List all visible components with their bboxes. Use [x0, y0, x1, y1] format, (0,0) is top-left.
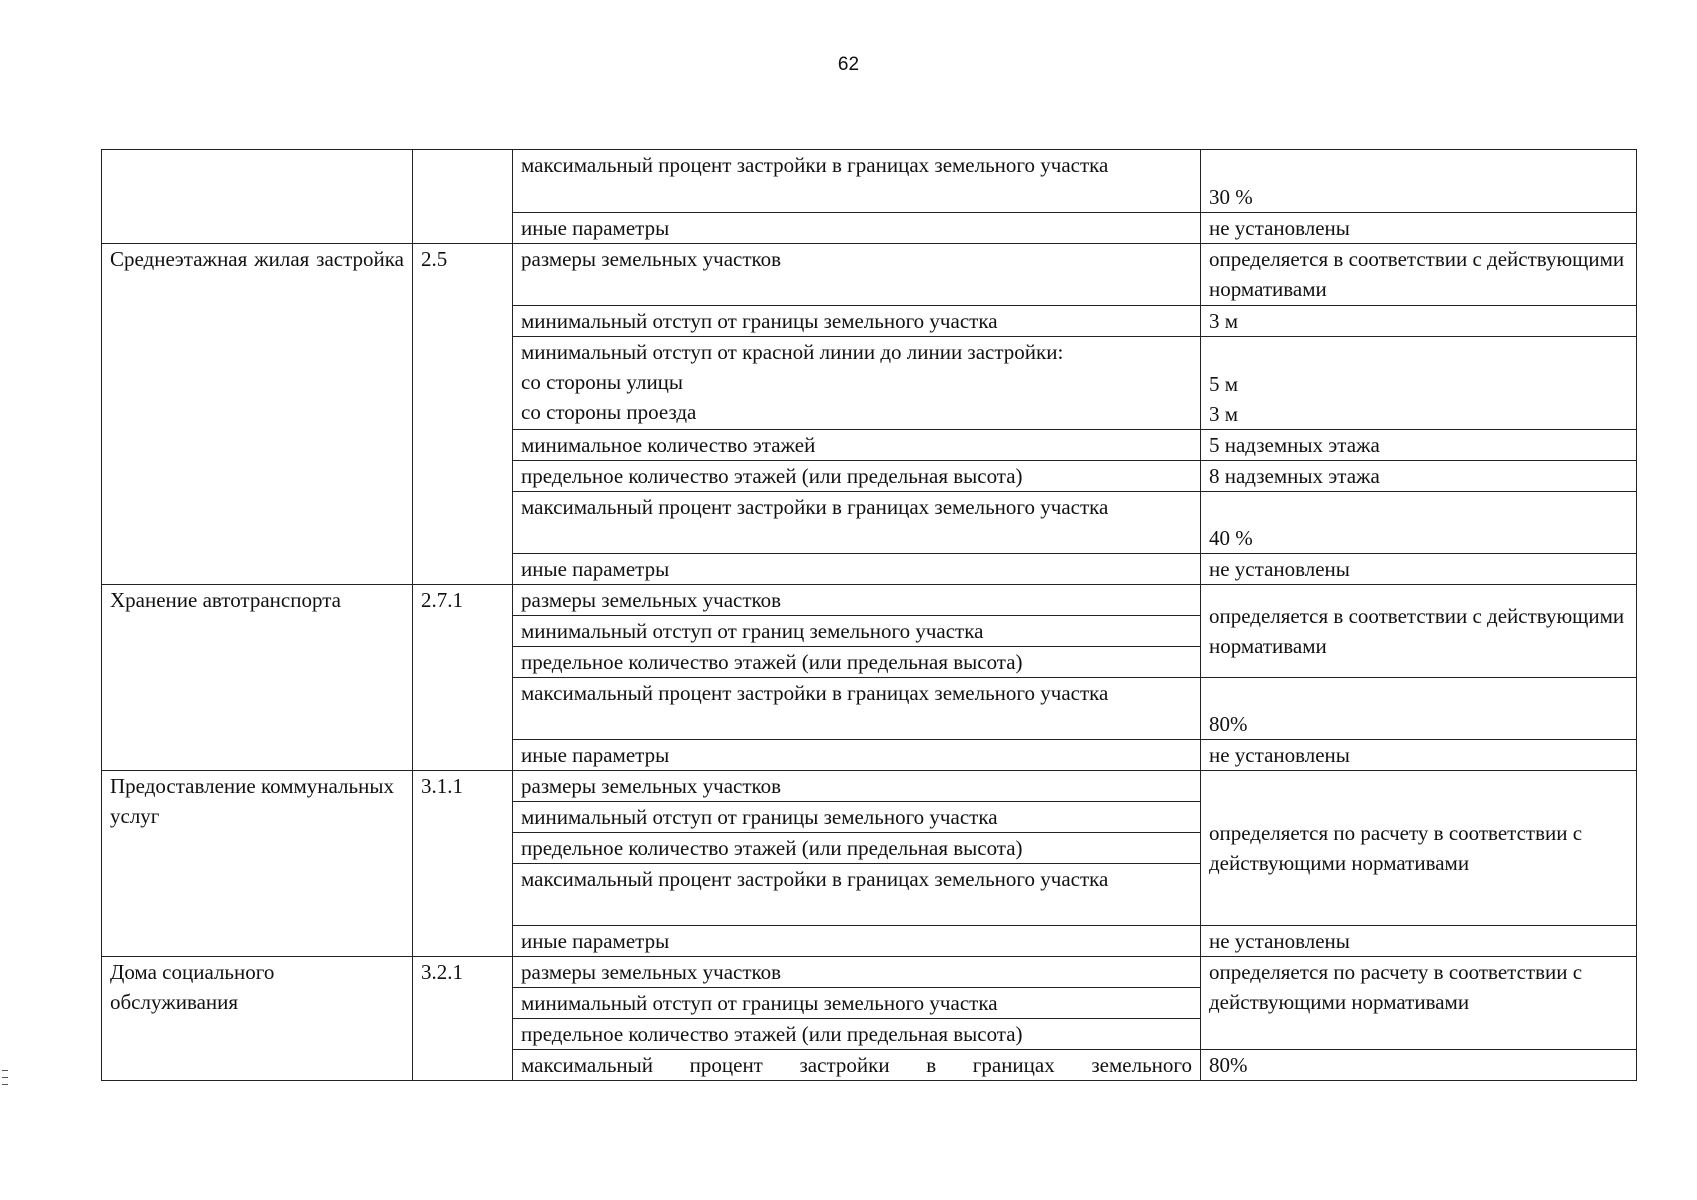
param-cell: максимальный процент застройки в границах земельного участка	[513, 150, 1201, 213]
value-cell-merged: определяется по расчету в соответствии с действующими нормативами	[1201, 771, 1637, 926]
param-cell: иные параметры	[513, 213, 1201, 244]
param-line: минимальный отступ от красной линии до линии застройки:	[521, 340, 1064, 364]
code-cell	[413, 150, 513, 244]
value-cell: не установлены	[1201, 740, 1637, 771]
value-cell: не установлены	[1201, 926, 1637, 957]
param-cell: минимальный отступ от границ земельного участка	[513, 616, 1201, 647]
param-cell: максимальный процент застройки в границах земельного участка	[513, 678, 1201, 740]
name-cell	[102, 244, 413, 585]
param-cell: предельное количество этажей (или предельная высота)	[513, 647, 1201, 678]
regulations-table	[101, 149, 1637, 1081]
code-cell: 2.5	[413, 244, 513, 585]
value-cell: 8 надземных этажа	[1201, 461, 1637, 492]
param-cell: размеры земельных участков	[513, 244, 1201, 306]
code-cell: 2.7.1	[413, 585, 513, 771]
param-line: со стороны улицы	[521, 370, 684, 394]
table-row	[102, 244, 1637, 306]
param-cell: предельное количество этажей (или предельная высота)	[513, 1019, 1201, 1050]
param-cell: минимальный отступ от границы земельного участка	[513, 988, 1201, 1019]
name-text: Среднеэтажная жилая застройка	[110, 247, 404, 271]
value-cell-merged: определяется по расчету в соответствии с действующими нормативами	[1201, 957, 1637, 1050]
param-cell: минимальное количество этажей	[513, 430, 1201, 461]
code-cell: 3.1.1	[413, 771, 513, 957]
value-line: 3 м	[1209, 402, 1239, 426]
param-cell: максимальный процент застройки в границах земельного	[513, 1050, 1201, 1081]
table-row	[102, 771, 1637, 802]
param-cell: минимальный отступ от границы земельного участка	[513, 802, 1201, 833]
param-cell: иные параметры	[513, 926, 1201, 957]
value-cell: 80%	[1201, 1050, 1637, 1081]
param-cell: размеры земельных участков	[513, 585, 1201, 616]
name-cell	[102, 150, 413, 244]
table-row	[102, 150, 1637, 213]
code-cell: 3.2.1	[413, 957, 513, 1081]
value-cell: определяется в соответствии с действующими нормативами	[1201, 244, 1637, 306]
name-cell: Предоставление коммунальных услуг	[102, 771, 413, 957]
page-number: 62	[837, 54, 860, 75]
value-cell-merged: определяется в соответствии с действующими нормативами	[1201, 585, 1637, 678]
name-cell: Дома социального обслуживания	[102, 957, 413, 1081]
param-line: со стороны проезда	[521, 400, 697, 424]
table-row	[102, 585, 1637, 616]
param-cell: иные параметры	[513, 740, 1201, 771]
param-cell: предельное количество этажей (или предельная высота)	[513, 833, 1201, 864]
name-cell: Хранение автотранспорта	[102, 585, 413, 771]
param-cell: максимальный процент застройки в границах земельного участка	[513, 492, 1201, 554]
param-cell: иные параметры	[513, 554, 1201, 585]
value-cell: 30 %	[1201, 150, 1637, 213]
table-row	[102, 957, 1637, 988]
value-cell	[1201, 337, 1637, 430]
value-cell: 5 надземных этажа	[1201, 430, 1637, 461]
value-cell: 3 м	[1201, 306, 1637, 337]
param-cell: максимальный процент застройки в границах земельного участка	[513, 864, 1201, 926]
value-line: 5 м	[1209, 372, 1239, 396]
param-cell	[513, 337, 1201, 430]
value-cell: не установлены	[1201, 213, 1637, 244]
value-cell: 80%	[1201, 678, 1637, 740]
param-cell: размеры земельных участков	[513, 957, 1201, 988]
param-cell: размеры земельных участков	[513, 771, 1201, 802]
value-cell: 40 %	[1201, 492, 1637, 554]
scan-margin-marks	[2, 1070, 8, 1091]
param-cell: минимальный отступ от границы земельного участка	[513, 306, 1201, 337]
value-cell: не установлены	[1201, 554, 1637, 585]
param-cell: предельное количество этажей (или предельная высота)	[513, 461, 1201, 492]
